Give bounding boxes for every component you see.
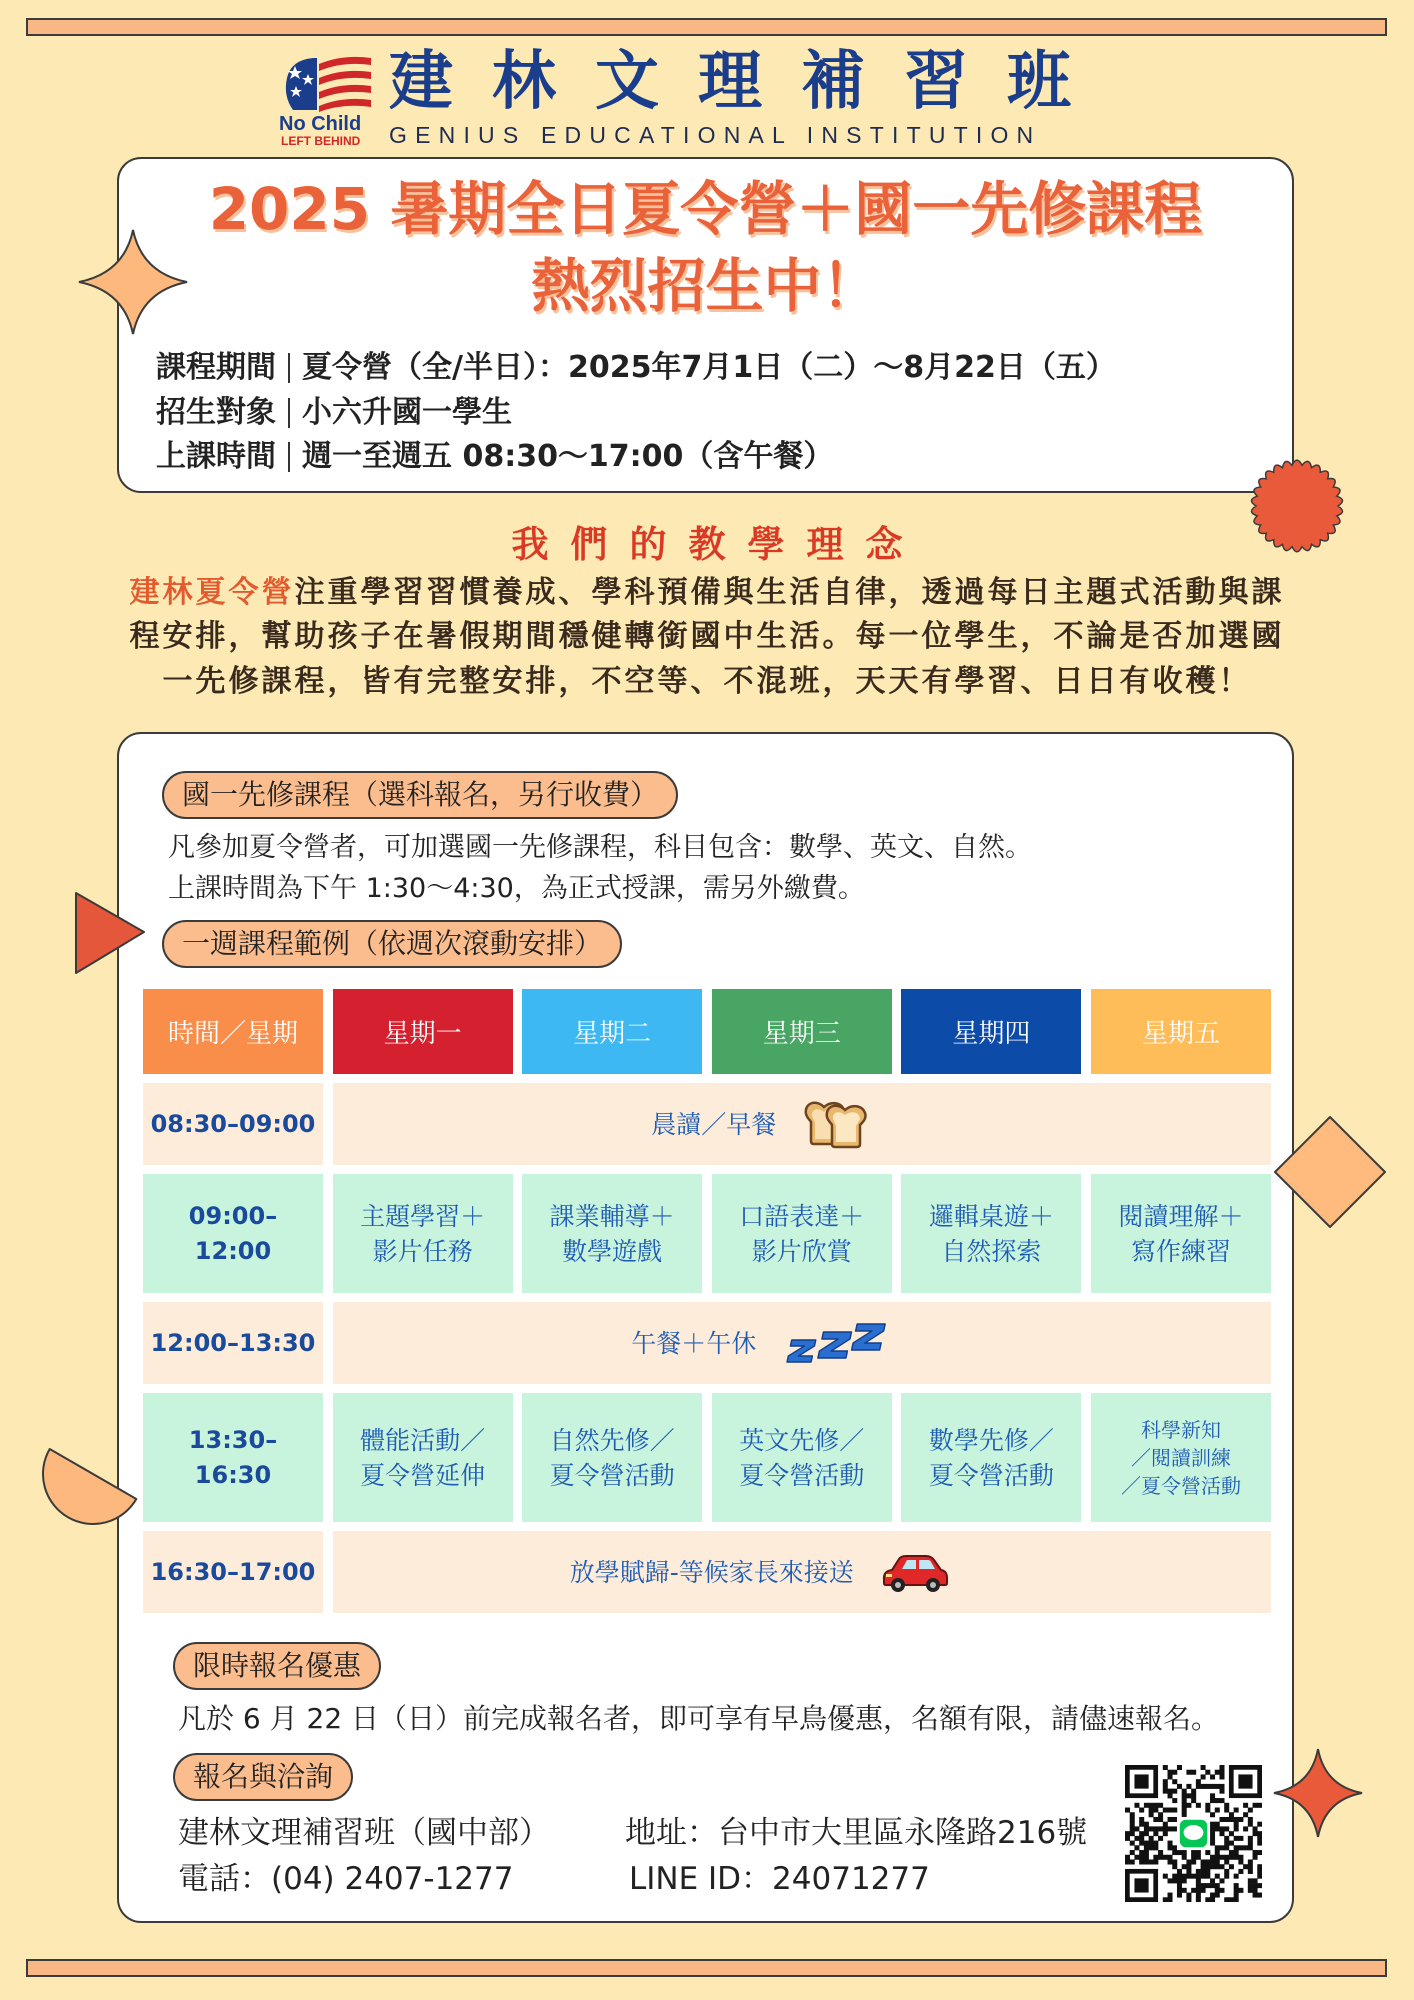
school-subtitle: GENIUS EDUCATIONAL INSTITUTION	[389, 122, 1042, 148]
half-circle-icon	[36, 1446, 156, 1546]
triangle-icon	[72, 889, 148, 977]
four-point-star-icon	[77, 228, 189, 336]
info-class-time	[156, 434, 833, 479]
info-target-students	[156, 390, 512, 435]
philosophy-highlight: 建林夏令營	[129, 575, 295, 610]
philosophy-line-2: 程安排，幫助孩子在暑假期間穩健轉銜國中生活。每一位學生，不論是否加選國	[129, 619, 1285, 654]
time-cell: 16:30–17:00	[143, 1531, 323, 1613]
schedule-table	[143, 989, 1271, 1613]
philosophy-line-1	[57, 571, 1357, 615]
activity-cell-thursday-pm: 數學先修／ 夏令營活動	[901, 1393, 1081, 1522]
hero-card	[117, 157, 1294, 493]
philosophy-title: 我們的教學理念	[511, 523, 925, 566]
merged-cell-text: 晨讀／早餐	[651, 1109, 777, 1139]
subheadline: 熱烈招生中！	[531, 252, 880, 320]
zzz-icon	[782, 1320, 888, 1366]
philosophy-text: 注重學習習慣養成、學科預備與生活自律，透過每日主題式活動與課	[294, 575, 1285, 610]
sun-badge-icon	[1248, 457, 1346, 555]
activity-cell-monday-am: 主題學習＋ 影片任務	[333, 1174, 513, 1293]
info-separator	[288, 353, 290, 383]
school-title: 建林文理補習班	[389, 45, 1110, 119]
weekly-schedule-pill: 一週課程範例（依週次滾動安排）	[162, 920, 622, 968]
header-wednesday: 星期三	[712, 989, 892, 1074]
merged-cell-breakfast	[333, 1083, 1271, 1165]
contact-address: 地址：台中市大里區永隆路216號	[625, 1815, 1088, 1851]
activity-cell-tuesday-am: 課業輔導＋ 數學遊戲	[522, 1174, 702, 1293]
headline: 2025 暑期全日夏令營＋國一先修課程	[208, 175, 1203, 243]
info-course-period	[156, 345, 1116, 390]
contact-line-id: LINE ID：24071277	[629, 1861, 930, 1897]
info-separator	[288, 442, 290, 472]
toast-icon	[802, 1099, 868, 1149]
prep-course-pill: 國一先修課程（選科報名，另行收費）	[162, 771, 678, 819]
header-monday: 星期一	[333, 989, 513, 1074]
info-value: 夏令營（全/半日）：2025年7月1日（二）～8月22日（五）	[302, 350, 1116, 385]
qr-code[interactable]	[1125, 1765, 1262, 1902]
top-border-bar	[26, 18, 1387, 36]
philosophy-line-3: 一先修課程，皆有完整安排，不空等、不混班，天天有學習、日日有收穫！	[162, 664, 1252, 699]
activity-cell-friday-am: 閱讀理解＋ 寫作練習	[1091, 1174, 1271, 1293]
time-cell: 09:00– 12:00	[143, 1174, 323, 1293]
activity-cell-friday-pm: 科學新知 ／閱讀訓練 ／夏令營活動	[1091, 1393, 1271, 1522]
header-thursday: 星期四	[901, 989, 1081, 1074]
activity-cell-monday-pm: 體能活動／ 夏令營延伸	[333, 1393, 513, 1522]
merged-cell-text: 放學賦歸-等候家長來接送	[569, 1557, 854, 1587]
flag-logo-icon	[281, 54, 373, 114]
time-cell: 08:30–09:00	[143, 1083, 323, 1165]
logo-line1: No Child	[279, 113, 362, 135]
activity-cell-wednesday-pm: 英文先修／ 夏令營活動	[712, 1393, 892, 1522]
activity-cell-tuesday-pm: 自然先修／ 夏令營活動	[522, 1393, 702, 1522]
merged-cell-dismissal	[333, 1531, 1271, 1613]
activity-cell-thursday-am: 邏輯桌遊＋ 自然探索	[901, 1174, 1081, 1293]
schedule-card	[117, 732, 1294, 1923]
red-star-icon	[1272, 1747, 1364, 1839]
merged-cell-lunch	[333, 1302, 1271, 1384]
info-label: 上課時間	[156, 439, 276, 474]
time-cell: 12:00–13:30	[143, 1302, 323, 1384]
time-cell: 13:30– 16:30	[143, 1393, 323, 1522]
logo-line2: LEFT BEHIND	[281, 134, 361, 148]
contact-pill: 報名與洽詢	[173, 1753, 353, 1801]
contact-phone: 電話：(04) 2407-1277	[178, 1861, 514, 1897]
info-value: 小六升國一學生	[302, 395, 512, 430]
activity-cell-wednesday-am: 口語表達＋ 影片欣賞	[712, 1174, 892, 1293]
info-label: 招生對象	[156, 395, 276, 430]
header-friday: 星期五	[1091, 989, 1271, 1074]
early-bird-text: 凡於 6 月 22 日（日）前完成報名者，即可享有早鳥優惠，名額有限，請儘速報名。	[178, 1702, 1220, 1735]
contact-school-name: 建林文理補習班（國中部）	[178, 1815, 550, 1851]
header-tuesday: 星期二	[522, 989, 702, 1074]
car-icon	[880, 1550, 950, 1594]
prep-course-line-2: 上課時間為下午 1:30～4:30，為正式授課，需另外繳費。	[168, 873, 865, 904]
merged-cell-text: 午餐＋午休	[631, 1328, 757, 1358]
info-separator	[288, 398, 290, 428]
header-time: 時間／星期	[143, 989, 323, 1074]
early-bird-pill: 限時報名優惠	[173, 1642, 381, 1690]
info-label: 課程期間	[156, 350, 276, 385]
prep-course-line-1: 凡參加夏令營者，可加選國一先修課程，科目包含：數學、英文、自然。	[168, 832, 1032, 863]
diamond-icon	[1273, 1115, 1387, 1229]
bottom-border-bar	[26, 1959, 1387, 1977]
info-value: 週一至週五 08:30～17:00（含午餐）	[302, 439, 834, 474]
